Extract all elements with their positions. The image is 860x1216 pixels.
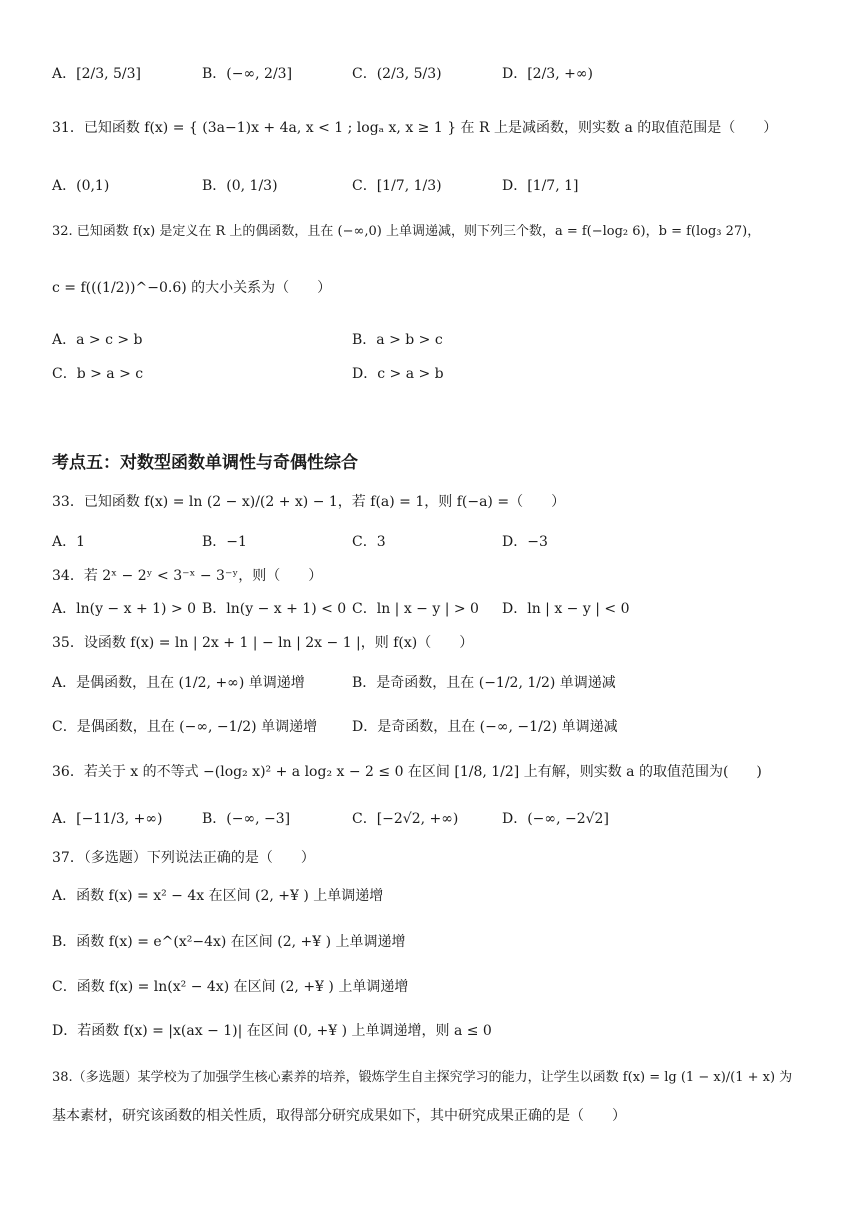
q33-option-c: C．3 — [352, 534, 386, 550]
q37-option-c: C．函数 f(x) = ln(x² − 4x) 在区间 (2, +¥ ) 上单调递增 — [52, 979, 409, 995]
q32-option-d: D．c > a > b — [352, 366, 444, 382]
q36-option-a: A．[−11/3, +∞) — [52, 811, 163, 827]
q35-option-b: B．是奇函数，且在 (−1/2, 1/2) 单调递减 — [352, 675, 616, 691]
q37-option-a: A．函数 f(x) = x² − 4x 在区间 (2, +¥ ) 上单调递增 — [52, 888, 384, 904]
q31-stem: 31．已知函数 f(x) = { (3a−1)x + 4a, x < 1 ; logₐ x, x ≥ 1 } 在 R 上是减函数，则实数 a 的取值范围是（ ） — [52, 120, 778, 136]
q30-option-c: C．(2/3, 5/3) — [352, 66, 442, 82]
q35-option-a: A．是偶函数，且在 (1/2, +∞) 单调递增 — [52, 675, 305, 691]
section-heading: 考点五：对数型函数单调性与奇偶性综合 — [52, 453, 358, 473]
q36-stem: 36．若关于 x 的不等式 −(log₂ x)² + a log₂ x − 2 ≤ 0 在区间 [1/8, 1/2] 上有解，则实数 a 的取值范围为( ) — [52, 764, 762, 780]
q31-option-b: B．(0, 1/3) — [202, 178, 278, 194]
q35-option-d: D．是奇函数，且在 (−∞, −1/2) 单调递减 — [352, 719, 618, 735]
q31-option-d: D．[1/7, 1] — [502, 178, 579, 194]
q36-option-b: B．(−∞, −3] — [202, 811, 291, 827]
q38-stem-line-2: 基本素材，研究该函数的相关性质，取得部分研究成果如下，其中研究成果正确的是（ ） — [52, 1108, 626, 1124]
q33-option-a: A．1 — [52, 534, 86, 550]
q32-option-b: B．a > b > c — [352, 332, 443, 348]
q34-option-a: A．ln(y − x + 1) > 0 — [52, 601, 197, 617]
q32-stem-line-1: 32. 已知函数 f(x) 是定义在 R 上的偶函数，且在 (−∞,0) 上单调递减，则下列三个数，a = f(−log₂ 6)，b = f(log₃ 27)， — [52, 224, 761, 239]
q37-option-b: B．函数 f(x) = e^(x²−4x) 在区间 (2, +¥ ) 上单调递增 — [52, 934, 406, 950]
q37-option-d: D．若函数 f(x) = |x(ax − 1)| 在区间 (0, +¥ ) 上单调递增，则 a ≤ 0 — [52, 1023, 492, 1039]
q31-option-a: A．(0,1) — [52, 178, 110, 194]
q32-option-a: A．a > c > b — [52, 332, 143, 348]
q30-option-d: D．[2/3, +∞) — [502, 66, 593, 82]
q36-option-c: C．[−2√2, +∞) — [352, 811, 459, 827]
q33-stem: 33．已知函数 f(x) = ln (2 − x)/(2 + x) − 1，若 f(a) = 1，则 f(−a) =（ ） — [52, 494, 566, 510]
q38-stem-line-1: 38.（多选题）某学校为了加强学生核心素养的培养，锻炼学生自主探究学习的能力，让学生以函数 f(x) = lg (1 − x)/(1 + x) 为 — [52, 1070, 793, 1085]
q34-option-d: D．ln | x − y | < 0 — [502, 601, 630, 617]
q35-stem: 35．设函数 f(x) = ln | 2x + 1 | − ln | 2x − 1 |，则 f(x)（ ） — [52, 635, 474, 651]
q33-option-b: B．−1 — [202, 534, 247, 550]
q31-option-c: C．[1/7, 1/3) — [352, 178, 442, 194]
q30-option-b: B．(−∞, 2/3] — [202, 66, 293, 82]
q34-option-b: B．ln(y − x + 1) < 0 — [202, 601, 347, 617]
q36-option-d: D．(−∞, −2√2] — [502, 811, 609, 827]
q34-stem: 34．若 2ˣ − 2ʸ < 3⁻ˣ − 3⁻ʸ，则（ ） — [52, 568, 323, 584]
q30-option-a: A．[2/3, 5/3] — [52, 66, 141, 82]
q32-option-c: C．b > a > c — [52, 366, 144, 382]
q34-option-c: C．ln | x − y | > 0 — [352, 601, 479, 617]
q37-stem: 37．（多选题）下列说法正确的是（ ） — [52, 850, 315, 866]
q35-option-c: C．是偶函数，且在 (−∞, −1/2) 单调递增 — [52, 719, 318, 735]
q33-option-d: D．−3 — [502, 534, 548, 550]
q32-stem-line-2: c = f(((1/2))^−0.6) 的大小关系为（ ） — [52, 280, 332, 296]
